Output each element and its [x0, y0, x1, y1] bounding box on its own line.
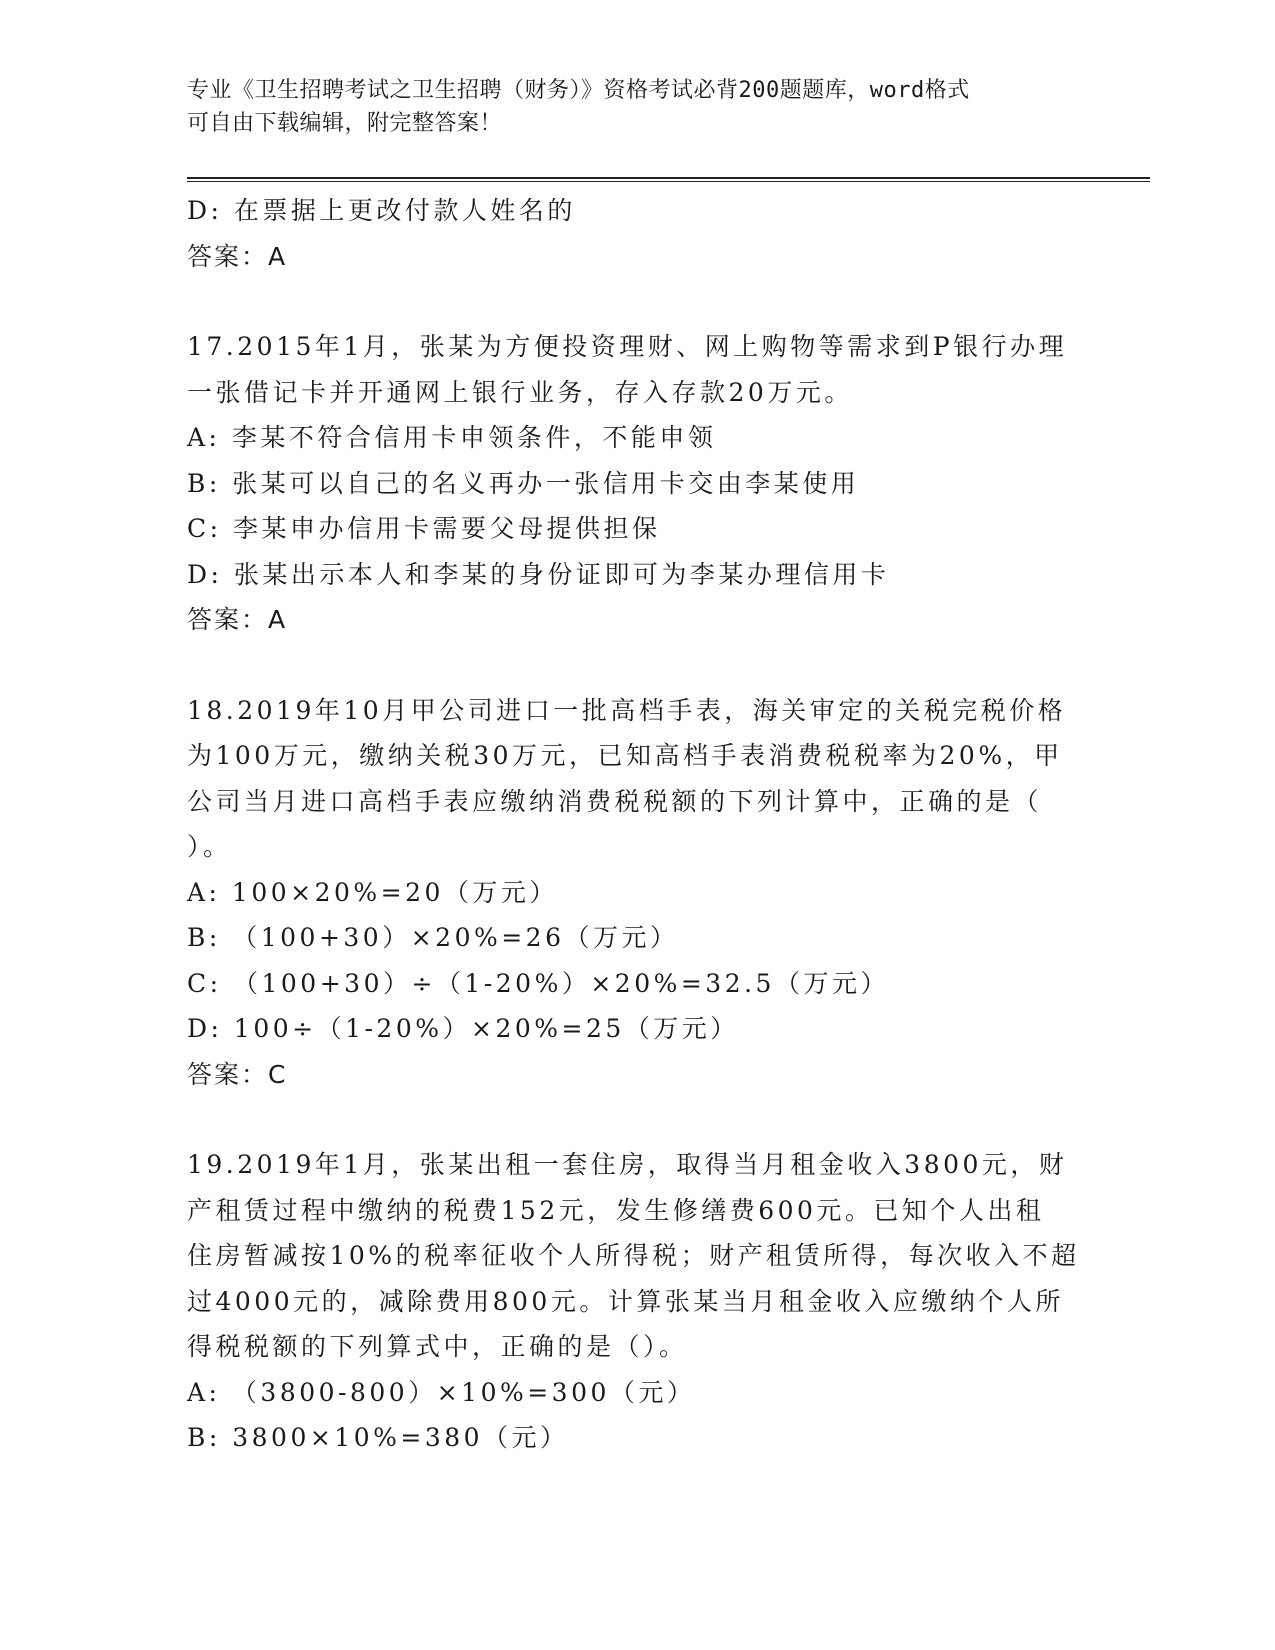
answer-line: 答案：A: [187, 605, 288, 634]
option-a: A: 100×20%=20（万元）: [187, 877, 558, 907]
answer-line: 答案：C: [187, 1059, 288, 1089]
answer-line: 答案：A: [187, 241, 288, 271]
question-text: 得税税额的下列算式中，正确的是（）。: [187, 1332, 688, 1361]
option-line: D: 在票据上更改付款人姓名的: [187, 196, 576, 225]
question-block: [187, 688, 1087, 1098]
option-b: B: （100+30）×20%=26（万元）: [187, 923, 679, 952]
question-text: 住房暂减按10%的税率征收个人所得税；财产租赁所得，每次收入不超: [187, 1241, 1080, 1270]
option-a: A: 李某不符合信用卡申领条件，不能申领: [187, 423, 717, 452]
question-text: 产租赁过程中缴纳的税费152元，发生修缮费600元。已知个人出租: [187, 1195, 1045, 1225]
header-divider: [187, 177, 1150, 182]
header-line: 专业《卫生招聘考试之卫生招聘（财务）》资格考试必背200题题库，word格式: [187, 78, 970, 103]
question-list: [187, 188, 1087, 1461]
spacer: [187, 279, 1087, 324]
option-c: C: （100+30）÷（1-20%）×20%=32.5（万元）: [187, 968, 889, 998]
header-line: 可自由下载编辑，附完整答案！: [187, 111, 503, 136]
option-b: B: 张某可以自己的名义再办一张信用卡交由李某使用: [187, 468, 860, 498]
question-block: [187, 324, 1087, 643]
option-d: D: 张某出示本人和李某的身份证即可为李某办理信用卡: [187, 559, 890, 589]
question-text: 17.2015年1月，张某为方便投资理财、网上购物等需求到P银行办理: [187, 332, 1068, 361]
spacer: [187, 643, 1087, 688]
question-block: [187, 1142, 1087, 1461]
question-block: [187, 188, 1087, 279]
question-text: 过4000元的，减除费用800元。计算张某当月租金收入应缴纳个人所: [187, 1286, 1064, 1316]
question-text: 19.2019年1月，张某出租一套住房，取得当月租金收入3800元，财: [187, 1150, 1068, 1179]
page-header: [187, 74, 1087, 140]
question-text: 一张借记卡并开通网上银行业务，存入存款20万元。: [187, 377, 853, 407]
spacer: [187, 1097, 1087, 1142]
option-c: C: 李某申办信用卡需要父母提供担保: [187, 514, 661, 543]
option-d: D: 100÷（1-20%）×20%=25（万元）: [187, 1014, 739, 1043]
question-text: 为100万元，缴纳关税30万元，已知高档手表消费税税率为20%，甲: [187, 741, 1063, 770]
option-a: A: （3800-800）×10%=300（元）: [187, 1377, 696, 1407]
question-text: ）。: [187, 832, 232, 861]
question-text: 18.2019年10月甲公司进口一批高档手表，海关审定的关税完税价格: [187, 695, 1067, 725]
question-text: 公司当月进口高档手表应缴纳消费税税额的下列计算中，正确的是（: [187, 786, 1043, 816]
option-b: B: 3800×10%=380（元）: [187, 1423, 569, 1452]
